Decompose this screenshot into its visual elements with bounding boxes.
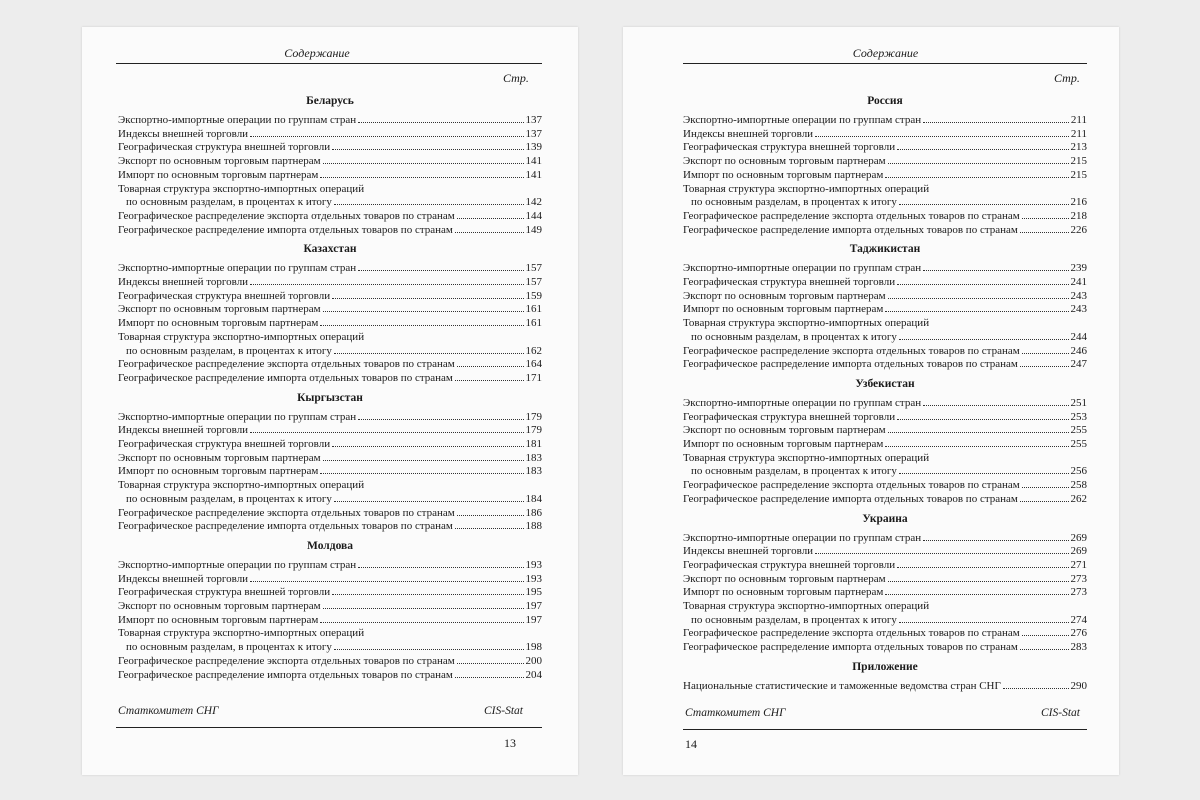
toc-entry-text: Географическое распределение экспорта отдельных товаров по странам	[683, 344, 1020, 357]
toc-entry[interactable]	[683, 680, 1087, 693]
toc-entry[interactable]	[683, 438, 1087, 451]
dot-leader	[332, 149, 523, 150]
toc-entry[interactable]	[118, 303, 542, 316]
toc-entry-text: Индексы внешней торговли	[683, 545, 814, 558]
toc-page-number: 137	[525, 127, 542, 140]
toc-entry[interactable]	[118, 465, 542, 478]
toc-entry-text: Импорт по основным торговым партнерам	[118, 613, 319, 626]
toc-entry-text: Индексы внешней торговли	[118, 424, 249, 437]
footer-rule	[116, 727, 542, 728]
dot-leader	[250, 284, 523, 285]
toc-entry-text: Географическая структура внешней торговли	[118, 289, 331, 302]
toc-entry[interactable]: Товарная структура экспортно-импортных операций	[683, 451, 930, 464]
section-title: Приложение	[852, 660, 918, 673]
toc-entry[interactable]	[683, 586, 1087, 599]
toc-entry[interactable]	[118, 114, 542, 127]
toc-entry[interactable]	[126, 493, 542, 506]
toc-page-number: 197	[525, 613, 542, 626]
toc-entry-text: Географическое распределение импорта отдельных товаров по странам	[683, 641, 1018, 654]
toc-entry-text: Импорт по основным торговым партнерам	[683, 168, 884, 181]
toc-entry-text: Национальные статистические и таможенные ведомства стран СНГ	[683, 679, 1001, 692]
dot-leader	[332, 298, 523, 299]
dot-leader	[1020, 501, 1069, 502]
dot-leader	[358, 270, 523, 271]
toc-page-number: 253	[1070, 410, 1087, 423]
toc-entry[interactable]	[118, 507, 542, 520]
toc-entry[interactable]	[118, 262, 542, 275]
toc-entry-text: по основным разделам, в процентах к итогу	[126, 196, 332, 209]
toc-entry[interactable]	[126, 196, 542, 209]
section-title: Украина	[862, 512, 908, 525]
toc-entry[interactable]	[683, 114, 1087, 127]
toc-entry-text: Импорт по основным торговым партнерам	[118, 168, 319, 181]
toc-page-number: 183	[525, 465, 542, 478]
toc-page-number: 141	[525, 155, 542, 168]
dot-leader	[1022, 635, 1069, 636]
toc-page-number: 179	[525, 410, 542, 423]
running-header: Содержание	[284, 46, 350, 60]
toc-entry-text: Географическое распределение экспорта отдельных товаров по странам	[118, 209, 455, 222]
dot-leader	[334, 204, 524, 205]
toc-entry[interactable]	[118, 600, 542, 613]
toc-page-number: 157	[525, 262, 542, 275]
toc-entry[interactable]	[683, 224, 1087, 237]
toc-page-number: 213	[1070, 141, 1087, 154]
toc-entry-text: Географическое распределение экспорта отдельных товаров по странам	[683, 479, 1020, 492]
toc-entry[interactable]	[118, 210, 542, 223]
toc-entry[interactable]	[118, 559, 542, 572]
toc-page-number: 273	[1070, 572, 1087, 585]
toc-entry[interactable]	[683, 411, 1087, 424]
footer-rule	[683, 729, 1087, 730]
dot-leader	[899, 473, 1069, 474]
dot-leader	[885, 446, 1068, 447]
toc-page-number: 216	[1070, 196, 1087, 209]
toc-page-number: 226	[1070, 223, 1087, 236]
toc-entry[interactable]	[691, 614, 1087, 627]
footer-publisher: Статкомитет СНГ	[685, 707, 786, 719]
footer-publisher: Статкомитет СНГ	[118, 705, 219, 717]
toc-entry-text: Экспорт по основным торговым партнерам	[118, 303, 321, 316]
toc-page-number: 258	[1070, 479, 1087, 492]
dot-leader	[320, 325, 523, 326]
toc-entry-text: по основным разделам, в процентах к итогу	[691, 330, 897, 343]
dot-leader	[815, 553, 1068, 554]
toc-entry-text: Географическое распределение экспорта отдельных товаров по странам	[118, 358, 455, 371]
toc-page-number: 193	[525, 572, 542, 585]
toc-entry[interactable]	[683, 573, 1087, 586]
toc-entry-text: Географическое распределение экспорта отдельных товаров по странам	[683, 627, 1020, 640]
toc-entry-text: по основным разделам, в процентах к итогу	[691, 196, 897, 209]
toc-page-number: 241	[1070, 276, 1087, 288]
toc-entry-text: Экспорт по основным торговым партнерам	[683, 424, 886, 437]
toc-entry[interactable]	[118, 573, 542, 586]
dot-leader	[457, 663, 524, 664]
toc-entry-text: по основным разделам, в процентах к итогу	[126, 641, 332, 654]
toc-page-number: 157	[525, 276, 542, 288]
toc-page-number: 262	[1070, 492, 1087, 505]
dot-leader	[320, 622, 523, 623]
toc-entry[interactable]	[683, 545, 1087, 558]
toc-page-number: 246	[1070, 344, 1087, 357]
dot-leader	[334, 649, 524, 650]
toc-entry[interactable]	[126, 641, 542, 654]
dot-leader	[358, 122, 523, 123]
toc-entry[interactable]	[683, 303, 1087, 316]
toc-entry[interactable]	[118, 452, 542, 465]
toc-entry-text: Географическое распределение импорта отдельных товаров по странам	[118, 668, 453, 681]
toc-entry[interactable]	[683, 559, 1087, 572]
toc-entry-text: Географическая структура внешней торговли	[118, 586, 331, 599]
toc-entry-text: Географическая структура внешней торговли	[118, 141, 331, 154]
toc-entry[interactable]	[691, 331, 1087, 344]
section-title: Таджикистан	[849, 243, 921, 256]
toc-entry[interactable]: Товарная структура экспортно-импортных операций	[118, 479, 365, 492]
toc-entry-text: Экспорт по основным торговым партнерам	[118, 155, 321, 168]
footer-publisher-en: CIS-Stat	[484, 705, 523, 717]
toc-page-number: 197	[525, 600, 542, 612]
dot-leader	[897, 149, 1068, 150]
toc-page-number: 276	[1070, 627, 1087, 640]
toc-entry-text: Импорт по основным торговым партнерам	[683, 303, 884, 316]
toc-entry-text: Импорт по основным торговым партнерам	[118, 317, 319, 330]
dot-leader	[888, 581, 1069, 582]
dot-leader	[455, 232, 524, 233]
dot-leader	[899, 339, 1069, 340]
toc-page-number: 186	[525, 506, 542, 519]
toc-page-number: 161	[525, 303, 542, 316]
dot-leader	[897, 284, 1068, 285]
toc-page-number: 162	[525, 344, 542, 357]
toc-entry-text: Географическая структура внешней торговли	[683, 558, 896, 571]
toc-entry-text: Экспорт по основным торговым партнерам	[118, 451, 321, 464]
toc-entry-text: Экспорт по основным торговым партнерам	[683, 289, 886, 302]
page-column-label: Стр.	[503, 71, 529, 85]
dot-leader	[885, 594, 1068, 595]
dot-leader	[1020, 232, 1069, 233]
toc-entry-text: Экспортно-импортные операции по группам стран	[683, 531, 922, 544]
toc-page-number: 195	[525, 586, 542, 599]
toc-entry[interactable]	[683, 532, 1087, 545]
dot-leader	[1003, 688, 1069, 689]
dot-leader	[323, 460, 524, 461]
section-title: Россия	[867, 95, 903, 107]
toc-page-number: 239	[1070, 262, 1087, 275]
toc-page-number: 247	[1070, 358, 1087, 371]
running-header: Содержание	[852, 46, 919, 60]
section-title: Казахстан	[303, 243, 357, 256]
toc-entry-text: Экспортно-импортные операции по группам стран	[118, 114, 357, 126]
toc-entry-text: Географическое распределение импорта отдельных товаров по странам	[683, 223, 1018, 236]
toc-page-number: 255	[1070, 438, 1087, 450]
toc-entry[interactable]	[118, 317, 542, 330]
section-title: Молдова	[307, 539, 353, 552]
dot-leader	[334, 353, 524, 354]
toc-entry[interactable]: Товарная структура экспортно-импортных операций	[683, 182, 930, 195]
dot-leader	[332, 446, 523, 447]
toc-entry[interactable]	[118, 169, 542, 182]
section-title: Узбекистан	[855, 377, 915, 390]
toc-entry[interactable]	[683, 169, 1087, 182]
dot-leader	[455, 677, 524, 678]
toc-entry-text: Индексы внешней торговли	[118, 276, 249, 288]
dot-leader	[1022, 218, 1069, 219]
toc-entry-text: Экспорт по основным торговым партнерам	[683, 572, 886, 585]
toc-entry[interactable]	[691, 196, 1087, 209]
dot-leader	[250, 432, 523, 433]
toc-entry-text: Экспортно-импортные операции по группам стран	[683, 262, 922, 275]
toc-entry-text: Географическое распределение импорта отдельных товаров по странам	[118, 223, 453, 236]
toc-entry-text: Географическое распределение экспорта отдельных товаров по странам	[118, 506, 455, 519]
toc-entry-text: Экспортно-импортные операции по группам стран	[118, 558, 357, 571]
toc-entry[interactable]	[118, 224, 542, 237]
toc-page-number: 283	[1070, 641, 1087, 654]
dot-leader	[358, 567, 523, 568]
toc-entry[interactable]	[683, 141, 1087, 154]
footer-publisher-en: CIS-Stat	[1041, 707, 1080, 719]
toc-entry[interactable]	[118, 438, 542, 451]
toc-page-number: 243	[1070, 289, 1087, 302]
toc-entry-text: по основным разделам, в процентах к итогу	[691, 465, 897, 478]
header-rule	[683, 63, 1087, 64]
page-number: 14	[685, 737, 697, 751]
dot-leader	[332, 594, 523, 595]
toc-page-number: 137	[525, 114, 542, 126]
section-title: Кыргызстан	[297, 391, 363, 404]
toc-entry[interactable]	[683, 479, 1087, 492]
toc-entry[interactable]	[683, 641, 1087, 654]
dot-leader	[334, 501, 524, 502]
dot-leader	[1020, 366, 1069, 367]
toc-entry[interactable]	[118, 424, 542, 437]
toc-entry-text: Индексы внешней торговли	[118, 572, 249, 585]
toc-page-number: 211	[1070, 114, 1087, 126]
header-rule	[116, 63, 542, 64]
dot-leader	[923, 405, 1068, 406]
dot-leader	[897, 419, 1068, 420]
toc-entry[interactable]	[683, 358, 1087, 371]
dot-leader	[923, 122, 1069, 123]
toc-entry[interactable]	[118, 141, 542, 154]
dot-leader	[320, 473, 523, 474]
toc-entry-text: по основным разделам, в процентах к итогу	[126, 492, 332, 505]
dot-leader	[250, 581, 523, 582]
dot-leader	[897, 567, 1068, 568]
toc-entry-text: Импорт по основным торговым партнерам	[683, 438, 884, 450]
toc-page-number: 141	[525, 168, 542, 181]
toc-entry[interactable]	[118, 586, 542, 599]
toc-page-number: 244	[1070, 330, 1087, 343]
dot-leader	[815, 136, 1069, 137]
toc-page-number: 161	[525, 317, 542, 330]
right-page	[623, 27, 1119, 775]
toc-page-number: 269	[1070, 531, 1087, 544]
toc-entry[interactable]	[691, 465, 1087, 478]
toc-entry[interactable]	[683, 128, 1087, 141]
toc-entry[interactable]	[683, 290, 1087, 303]
toc-entry-text: Географическая структура внешней торговли	[683, 141, 896, 154]
toc-entry[interactable]: Товарная структура экспортно-импортных операций	[118, 627, 365, 640]
dot-leader	[1022, 487, 1069, 488]
toc-entry[interactable]	[118, 290, 542, 303]
toc-entry[interactable]	[683, 155, 1087, 168]
toc-entry[interactable]: Товарная структура экспортно-импортных операций	[118, 330, 365, 343]
toc-entry-text: Географическое распределение импорта отдельных товаров по странам	[118, 371, 453, 384]
toc-entry-text: Географическое распределение импорта отдельных товаров по странам	[118, 520, 453, 533]
dot-leader	[323, 608, 524, 609]
toc-entry-text: Экспортно-импортные операции по группам стран	[118, 262, 357, 275]
dot-leader	[888, 298, 1069, 299]
toc-entry[interactable]	[118, 155, 542, 168]
toc-page-number: 290	[1070, 679, 1087, 692]
section-title: Беларусь	[306, 95, 354, 107]
toc-entry[interactable]	[683, 397, 1087, 410]
toc-entry-text: Экспортно-импортные операции по группам стран	[683, 396, 922, 409]
toc-entry-text: Географическое распределение импорта отдельных товаров по странам	[683, 358, 1018, 371]
toc-entry[interactable]	[118, 372, 542, 385]
dot-leader	[323, 163, 524, 164]
toc-entry-text: Экспорт по основным торговым партнерам	[683, 155, 886, 168]
toc-page-number: 139	[525, 141, 542, 154]
dot-leader	[358, 419, 523, 420]
toc-entry[interactable]	[118, 358, 542, 371]
toc-entry-text: Экспорт по основным торговым партнерам	[118, 600, 321, 612]
toc-entry-text: Географическая структура внешней торговли	[118, 438, 331, 450]
toc-entry[interactable]	[683, 210, 1087, 223]
toc-page-number: 164	[525, 358, 542, 371]
toc-page-number: 215	[1070, 168, 1087, 181]
toc-entry[interactable]: Товарная структура экспортно-импортных операций	[683, 600, 930, 612]
dot-leader	[885, 177, 1068, 178]
toc-page-number: 149	[525, 223, 542, 236]
toc-page-number: 171	[525, 371, 542, 384]
toc-entry-text: Экспортно-импортные операции по группам стран	[683, 114, 922, 126]
dot-leader	[323, 311, 524, 312]
toc-page-number: 274	[1070, 613, 1087, 626]
toc-page-number: 181	[525, 438, 542, 450]
toc-entry-text: по основным разделам, в процентах к итогу	[691, 613, 897, 626]
dot-leader	[885, 311, 1068, 312]
dot-leader	[457, 366, 524, 367]
toc-entry[interactable]	[683, 424, 1087, 437]
toc-entry[interactable]	[126, 345, 542, 358]
toc-page-number: 243	[1070, 303, 1087, 316]
toc-entry[interactable]	[683, 262, 1087, 275]
dot-leader	[899, 204, 1069, 205]
toc-entry[interactable]	[118, 655, 542, 668]
toc-entry[interactable]: Товарная структура экспортно-импортных операций	[683, 317, 930, 330]
left-page	[82, 27, 578, 775]
dot-leader	[455, 528, 524, 529]
dot-leader	[455, 380, 524, 381]
toc-entry-text: Географическая структура внешней торговли	[683, 276, 896, 288]
dot-leader	[923, 270, 1068, 271]
dot-leader	[923, 540, 1068, 541]
toc-entry-text: Импорт по основным торговым партнерам	[118, 465, 319, 478]
toc-page-number: 142	[525, 196, 542, 209]
toc-entry-text: Географическое распределение экспорта отдельных товаров по странам	[683, 209, 1020, 222]
toc-entry-text: по основным разделам, в процентах к итогу	[126, 344, 332, 357]
toc-entry[interactable]	[683, 493, 1087, 506]
toc-entry-text: Индексы внешней торговли	[118, 127, 249, 140]
toc-page-number: 193	[525, 558, 542, 571]
dot-leader	[888, 432, 1069, 433]
toc-entry[interactable]	[683, 276, 1087, 289]
toc-entry-text: Географическая структура внешней торговли	[683, 410, 896, 423]
toc-page-number: 188	[525, 520, 542, 533]
toc-entry-text: Импорт по основным торговым партнерам	[683, 586, 884, 599]
toc-entry[interactable]	[118, 128, 542, 141]
dot-leader	[1022, 353, 1069, 354]
dot-leader	[899, 622, 1069, 623]
toc-page-number: 184	[525, 492, 542, 505]
toc-page-number: 204	[525, 668, 542, 681]
dot-leader	[320, 177, 523, 178]
toc-entry[interactable]	[118, 411, 542, 424]
toc-page-number: 255	[1070, 424, 1087, 437]
toc-entry[interactable]	[118, 276, 542, 289]
toc-entry[interactable]	[683, 627, 1087, 640]
toc-entry-text: Географическое распределение импорта отдельных товаров по странам	[683, 492, 1018, 505]
toc-page-number: 200	[525, 654, 542, 667]
toc-entry[interactable]: Товарная структура экспортно-импортных операций	[118, 182, 365, 195]
toc-page-number: 271	[1070, 558, 1087, 571]
toc-entry[interactable]	[683, 345, 1087, 358]
toc-entry[interactable]	[118, 669, 542, 682]
toc-page-number: 198	[525, 641, 542, 654]
toc-page-number: 183	[525, 451, 542, 464]
page-number: 13	[504, 736, 516, 750]
toc-entry-text: Индексы внешней торговли	[683, 127, 814, 140]
toc-entry-text: Географическое распределение экспорта отдельных товаров по странам	[118, 654, 455, 667]
dot-leader	[457, 515, 524, 516]
toc-page-number: 211	[1070, 127, 1087, 140]
toc-page-number: 218	[1070, 209, 1087, 222]
page-column-label: Стр.	[1054, 71, 1080, 85]
toc-page-number: 269	[1070, 545, 1087, 558]
dot-leader	[250, 136, 523, 137]
toc-page-number: 179	[525, 424, 542, 437]
dot-leader	[888, 163, 1069, 164]
toc-entry-text: Экспортно-импортные операции по группам стран	[118, 410, 357, 423]
toc-page-number: 215	[1070, 155, 1087, 168]
toc-page-number: 159	[525, 289, 542, 302]
toc-page-number: 251	[1070, 396, 1087, 409]
toc-entry[interactable]	[118, 520, 542, 533]
dot-leader	[457, 218, 524, 219]
dot-leader	[1020, 649, 1069, 650]
toc-page-number: 144	[525, 209, 542, 222]
toc-page-number: 273	[1070, 586, 1087, 599]
toc-page-number: 256	[1070, 465, 1087, 478]
toc-entry[interactable]	[118, 614, 542, 627]
